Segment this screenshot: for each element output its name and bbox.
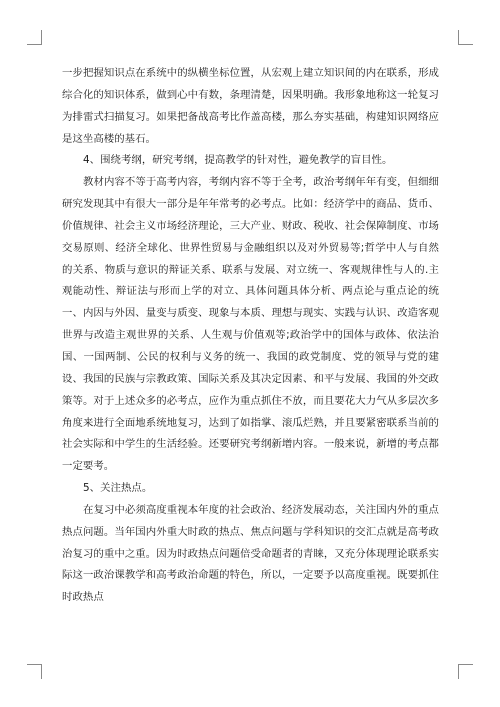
paragraph-exam-syllabus: 教材内容不等于高考内容，考纲内容不等于全考，政治考纲年年有变，但细细研究发现其中有很大一部分是年年常考的必考点。比如：经济学中的商品、货币、价值规律、社会主义市场经济理论，三大产业、财政、税收、社会保障制度、市场交易原则、经济全球化、世界性贸易与金融组织以及对外贸易等;哲学中人与自然的关系、物质与意识的辩证关系、联系与发展、对立统一、客观规律性与人的.主观能动性、辩证法与形而上学的对立、具体问题具体分析、两点论与重点论的统一、内因与外因、量变与质变、现象与本质、理想与现实、实践与认识、改造客观世界与改造主观世界的关系、人生观与价值观等;政治学中的国体与政体、依法治国、一国两制、公民的权利与义务的统一、我国的政党制度、党的领导与党的建设、我国的民族与宗教政策、国际关系及其决定因素、和平与发展、我国的外交政策等。对于上述众多的必考点，应作为重点抓住不放，而且要花大力气从多层次多角度来进行全面地系统地复习，达到了如指掌、滚瓜烂熟，并且要紧密联系当前的社会实际和中学生的生活经验。还要研究考纲新增内容。一般来说，新增的考点都一定要考。 — [62, 176, 439, 473]
section-heading-5: 5、关注热点。 — [83, 482, 153, 495]
paragraph-knowledge-system: 一步把握知识点在系统中的纵横坐标位置，从宏观上建立知识间的内在联系，形成综合化的知识体系，做到心中有数，条理清楚，因果明确。我形象地称这一轮复习为排雷式扫描复习。如果把备战高考比作盖高楼，那么夯实基础，构建知识网络应是这坐高楼的基石。 — [62, 67, 439, 145]
document-body — [62, 63, 439, 609]
crop-mark-bottom-right — [458, 664, 473, 679]
crop-mark-top-left — [27, 30, 42, 45]
crop-mark-top-right — [458, 30, 473, 45]
paragraph-hot-topics: 在复习中必须高度重视本年度的社会政治、经济发展动态，关注国内外的重点热点问题。当年国内外重大时政的热点、焦点问题与学科知识的交汇点就是高考政治复习的重中之重。因为时政热点问题倍受命题者的青睐，又充分体现理论联系实际这一政治课教学和高考政治命题的特色，所以，一定要予以高度重视。既要抓住时政热点 — [62, 503, 439, 604]
crop-mark-bottom-left — [27, 664, 42, 679]
section-heading-4: 4、围绕考纲，研究考纲，提高教学的针对性，避免教学的盲目性。 — [83, 154, 393, 167]
